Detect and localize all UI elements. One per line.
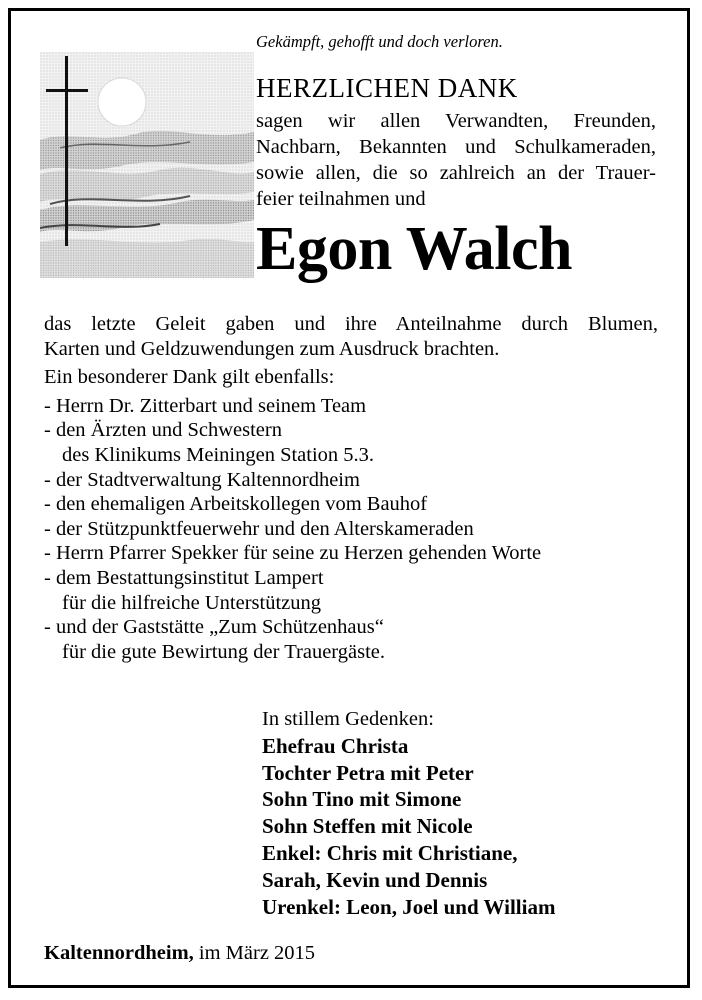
motto: Gekämpft, gehofft und doch verloren. [256, 32, 503, 51]
signature-block [262, 706, 555, 920]
thanks-list-item: - den Ärzten und Schwestern [44, 419, 282, 442]
thanks-list-item: des Klinikums Meiningen Station 5.3. [62, 443, 375, 466]
thanks-list-item: für die hilfreiche Unterstützung [62, 591, 322, 614]
family-line: Tochter Petra mit Peter [262, 760, 474, 785]
body-line: Karten und Geldzuwendungen zum Ausdruck brachten. [44, 337, 500, 360]
date: im März 2015 [198, 942, 316, 964]
family-line: Enkel: Chris mit Christiane, [262, 840, 518, 865]
intro-line: sowie allen, die so zahlreich an der Trauer- [256, 162, 656, 184]
family-line: Sohn Tino mit Simone [262, 787, 462, 812]
memorial-intro: In stillem Gedenken: [262, 708, 434, 730]
thanks-list-item: - der Stützpunktfeuerwehr und den Alterskameraden [44, 517, 474, 540]
cross-landscape-illustration [40, 52, 254, 278]
thanks-list-item: - und der Gaststätte „Zum Schützenhaus“ [44, 616, 384, 639]
thanks-list-item: - der Stadtverwaltung Kaltennordheim [44, 468, 360, 491]
intro-line: Nachbarn, Bekannten und Schulkameraden, [256, 136, 656, 158]
intro-line: sagen wir allen Verwandten, Freunden, [256, 110, 656, 132]
family-line: Ehefrau Christa [262, 733, 409, 758]
intro-line: feier teilnahmen und [256, 188, 426, 210]
thanks-list-item: - dem Bestattungsinstitut Lampert [44, 566, 324, 589]
family-line: Urenkel: Leon, Joel und William [262, 894, 556, 919]
thanks-list-item: - Herrn Pfarrer Spekker für seine zu Herzen gehenden Worte [44, 542, 542, 565]
deceased-name: Egon Walch [256, 215, 573, 283]
body-line: Ein besonderer Dank gilt ebenfalls: [44, 366, 335, 389]
place: Kaltennordheim, [44, 942, 194, 964]
thanks-list-item: für die gute Bewirtung der Trauergäste. [62, 640, 385, 663]
body-line: das letzte Geleit gaben und ihre Anteilnahme durch Blumen, [44, 313, 658, 335]
family-line: Sarah, Kevin und Dennis [262, 867, 488, 892]
thanks-list-item: - den ehemaligen Arbeitskollegen vom Bauhof [44, 493, 428, 516]
place-date [44, 942, 315, 965]
thanks-heading: HERZLICHEN DANK [256, 73, 518, 103]
family-line: Sohn Steffen mit Nicole [262, 814, 473, 839]
thanks-body [44, 312, 658, 664]
thanks-list-item: - Herrn Dr. Zitterbart und seinem Team [44, 394, 367, 417]
intro-text [256, 108, 656, 212]
